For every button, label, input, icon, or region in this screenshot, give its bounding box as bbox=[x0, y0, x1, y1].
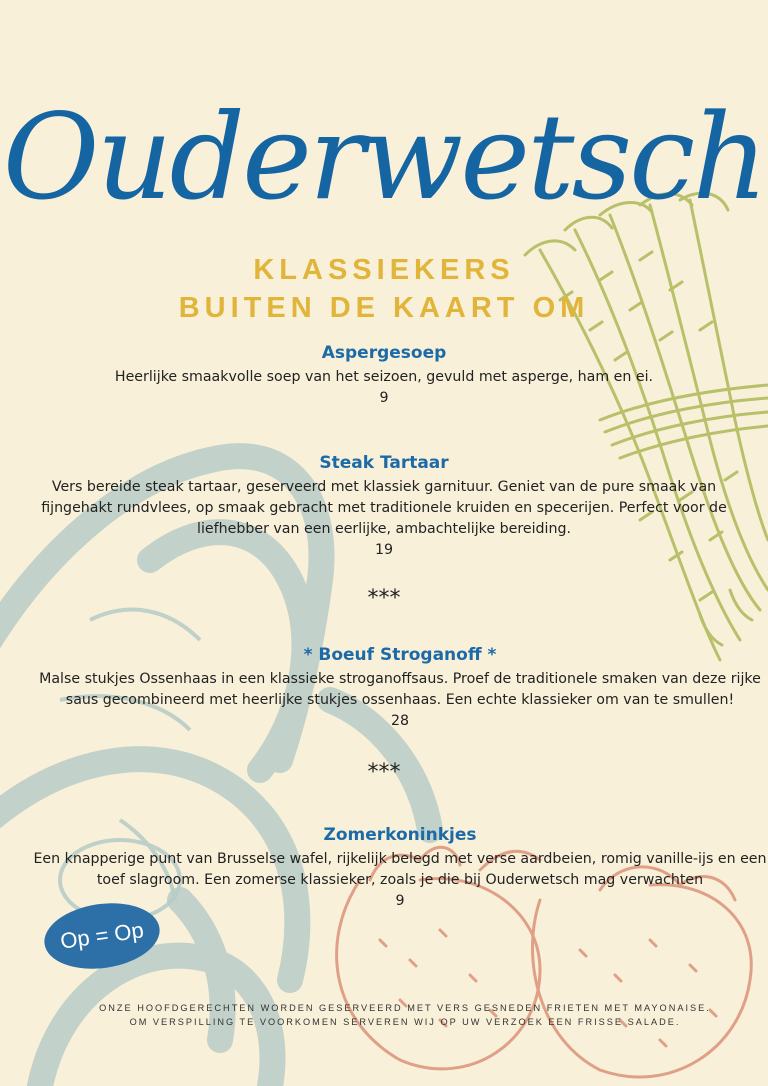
dish-description: Heerlijke smaakvolle soep van het seizoen, gevuld met asperge, ham en ei. bbox=[114, 369, 654, 385]
dish-aspergesoep bbox=[0, 343, 768, 409]
dish-description: liefhebber van een eerlijke, ambachtelijke bereiding. bbox=[197, 521, 571, 537]
brand-title: Ouderwetsch bbox=[2, 88, 766, 226]
dish-description: Malse stukjes Ossenhaas in een klassieke stroganoffsaus. Proef de traditionele smaken van deze rijke bbox=[39, 671, 761, 687]
dish-description: Vers bereide steak tartaar, geserveerd met klassiek garnituur. Geniet van de pure smaak van bbox=[51, 479, 717, 495]
dish-description: toef slagroom. Een zomerse klassieker, zoals je die bij Ouderwetsch mag verwachten bbox=[96, 872, 704, 888]
op-is-op-badge: Op = Op bbox=[40, 896, 164, 976]
dish-price: 9 bbox=[395, 893, 405, 909]
subtitle-line-1: KLASSIEKERS bbox=[253, 254, 515, 286]
dish-name: Steak Tartaar bbox=[319, 453, 449, 473]
separator: *** bbox=[367, 760, 401, 785]
dish-price: 28 bbox=[390, 713, 410, 729]
dish-description: saus gecombineerd met heerlijke stukjes ossenhaas. Een echte klassieker om van te smullen! bbox=[65, 692, 735, 708]
dish-name: Zomerkoninkjes bbox=[323, 825, 477, 845]
dish-boeuf-stroganoff bbox=[16, 645, 768, 732]
dish-price: 19 bbox=[374, 542, 394, 558]
dish-description: Een knapperige punt van Brusselse wafel, rijkelijk belegd met verse aardbeien, romig vanille-ijs en een bbox=[33, 851, 767, 867]
footnote-line-2: OM VERSPILLING TE VOORKOMEN SERVEREN WIJ OP UW VERZOEK EEN FRISSE SALADE. bbox=[129, 1017, 681, 1027]
dish-description: fijngehakt rundvlees, op smaak gebracht met traditionele kruiden en specerijen. Perfect voor de bbox=[41, 500, 727, 516]
footnote-line-1: ONZE HOOFDGERECHTEN WORDEN GESERVEERD MET VERS GESNEDEN FRIETEN MET MAYONAISE. bbox=[99, 1003, 711, 1013]
subtitle-line-2: BUITEN DE KAART OM bbox=[178, 292, 590, 324]
dish-name: Aspergesoep bbox=[321, 343, 447, 363]
separator: *** bbox=[367, 586, 401, 611]
dish-steak-tartaar bbox=[0, 453, 768, 561]
dish-name: * Boeuf Stroganoff * bbox=[303, 645, 497, 665]
dish-price: 9 bbox=[379, 390, 389, 406]
dish-zomerkoninkjes bbox=[16, 825, 768, 912]
